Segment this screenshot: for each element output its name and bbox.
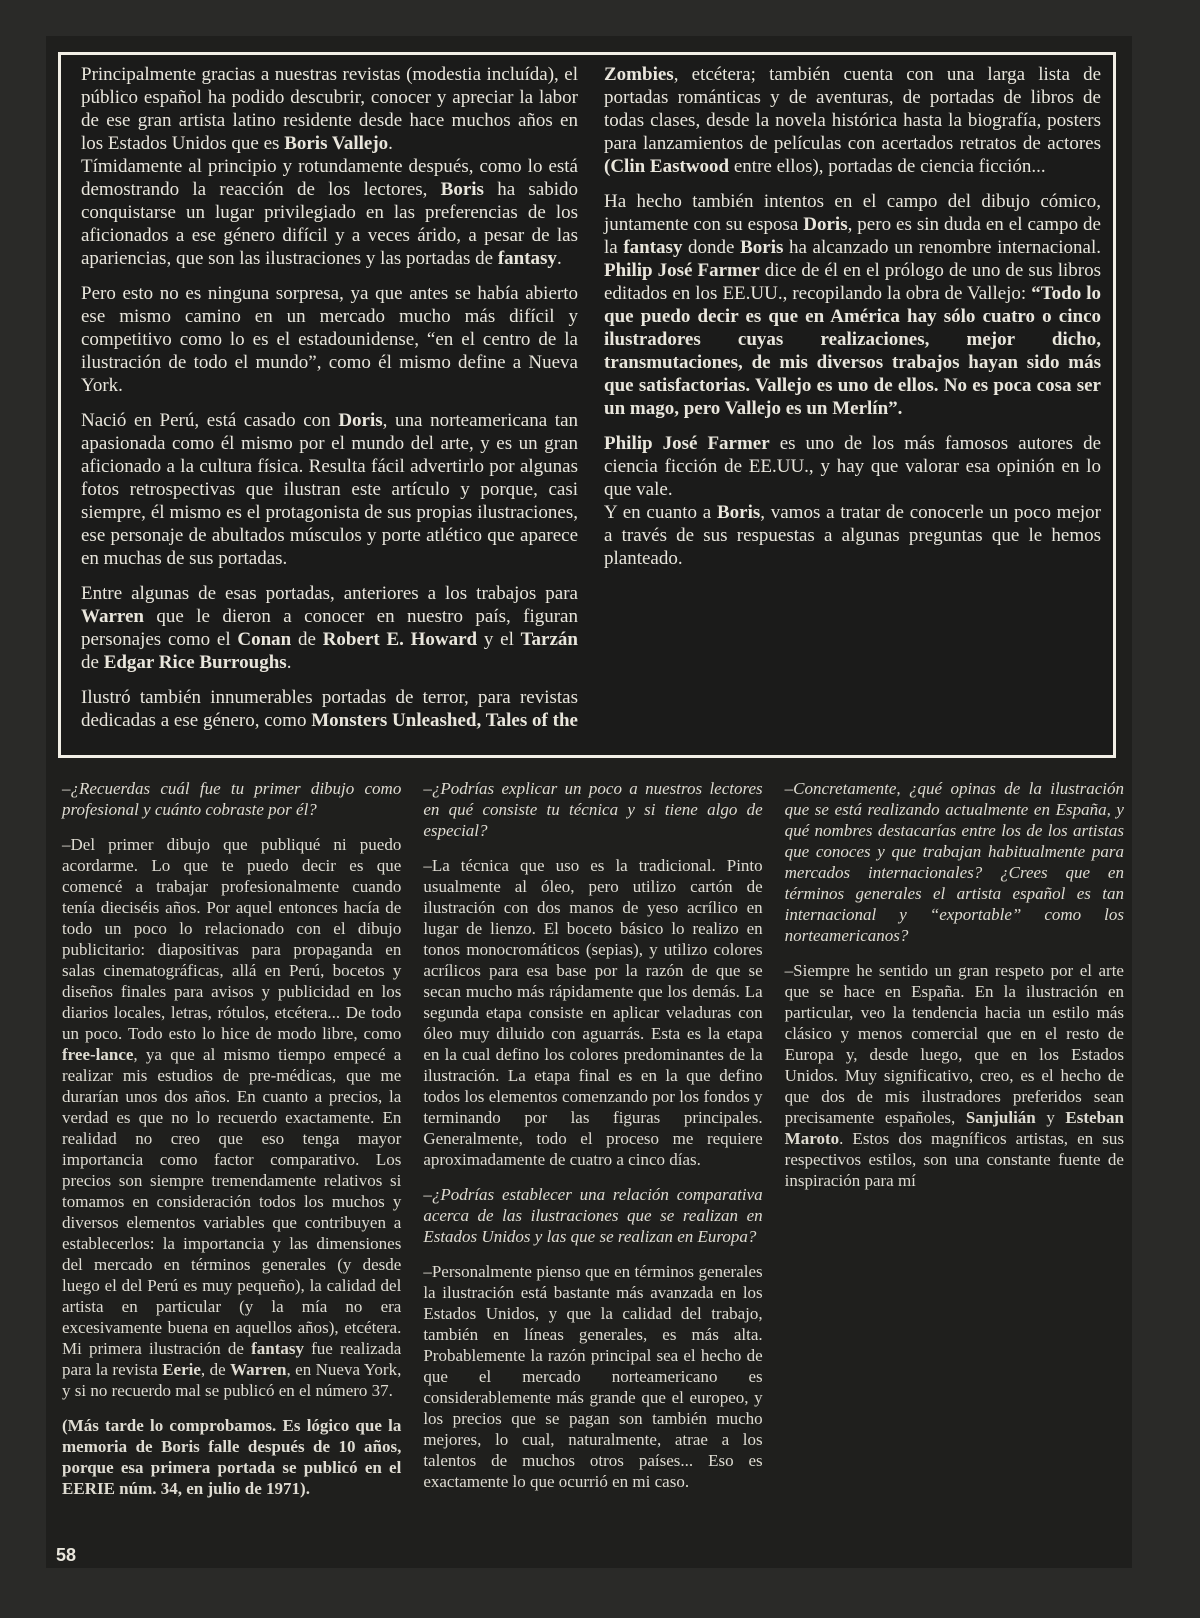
bold-name: Robert E. Howard xyxy=(322,629,478,650)
bold-term: Eerie xyxy=(162,1360,201,1379)
text: de xyxy=(81,652,104,673)
bold-name: Philip José Farmer xyxy=(604,260,760,281)
text: –Del primer dibujo que publiqué ni puedo acordarme. Lo que te puedo decir es que comencé a trabajar profesionalmente cuando tenía dieciséis años. Por aquel entonces hacía de todo un poco lo relacionado con el dibujo publicitario: diapositivas para propaganda en salas cinematográficas, allá en Perú, bocetos y diseños finales para avisos y publicidad en los diarios locales, letras, rótulos, etcétera... De todo un poco. Todo esto lo hice de modo libre, como xyxy=(62,835,402,1043)
text: Principalmente gracias a nuestras revistas (modestia incluída), el público español ha podido descubrir, conocer y apreciar la labor de ese gran artista latino residente desde hace muchos años en los Estados Unidos que es xyxy=(81,64,578,154)
text: Ha hecho también intentos en el campo del dibujo cómico, juntamente con su esposa xyxy=(604,191,1101,235)
text: fue realizada para la revista xyxy=(62,1339,402,1379)
bold-name: Boris Vallejo xyxy=(284,133,389,154)
answer-1 xyxy=(62,834,401,1401)
interview-section xyxy=(56,778,1132,1538)
text: y xyxy=(1035,1108,1066,1127)
text: Tímidamente al principio y rotundamente después, como lo está demostrando la reacción de los lectores, xyxy=(81,156,578,200)
bold-name: Doris xyxy=(338,410,383,431)
bold-term: free-lance xyxy=(62,1045,134,1064)
bold-name: Boris xyxy=(440,179,484,200)
text: y el xyxy=(477,629,521,650)
page-number: 58 xyxy=(56,1545,77,1565)
intro-columns xyxy=(81,63,1101,753)
text: –Siempre he sentido un gran respeto por el arte que se hace en España. En la ilustración en particular, veo la tendencia hacia un estilo más clásico y menos comercial que en el resto de Europa y, desde luego, que en los Estados Unidos. Muy significativo, creo, es el hecho de que dos de mis ilustradores preferidos sean precisamente españoles, xyxy=(784,961,1124,1127)
bold-name: Edgar Rice Burroughs xyxy=(103,652,287,673)
bold-term: fantasy xyxy=(251,1339,304,1358)
text: , una norteamericana tan apasionada como él mismo por el mundo del arte, y es un gran aficionado a la cultura física. Resulta fácil advertirlo por algunas fotos retrospectivas que ilustran este artículo y porque, casi siempre, él mismo es el protagonista de sus propias ilustraciones, ese personaje de abultados músculos y porte atlético que aparece en muchas de sus portadas. xyxy=(81,410,579,569)
bold-name: Boris xyxy=(716,502,761,523)
text: ha alcanzado un renombre internacional. xyxy=(783,237,1101,258)
text: de xyxy=(291,629,323,650)
bold-name: Philip José Farmer xyxy=(604,433,770,454)
answer-4 xyxy=(785,960,1124,1191)
question-1: –¿Recuerdas cuál fue tu primer dibujo como profesional y cuánto cobraste por él? xyxy=(62,779,402,819)
bold-name: Conan xyxy=(237,629,292,650)
answer-2: –La técnica que uso es la tradicional. Pinto usualmente al óleo, pero utilizo cartón de ilustración con dos manos de yeso acrílico en lugar de lienzo. El boceto básico lo realizo en tonos monocromáticos (sepias), y utilizo colores acrílicos para esa base por la razón de que se secan mucho más rápidamente que los demás. La segunda etapa consiste en aplicar veladuras con óleo muy diluido con aguarrás. Esta es la etapa en la cual defino los colores predominantes de la ilustración. La etapa final es en la que defino todos los elementos comenzando por los fondos y terminando por las figuras principales. Generalmente, todo el proceso me requiere aproximadamente de cuatro a cinco días. xyxy=(423,856,763,1169)
text: Ilustró también innumerables portadas de terror, para revistas dedicadas a ese género, como xyxy=(81,687,578,731)
editor-note: (Más tarde lo comprobamos. Es lógico que la memoria de Boris falle después de 10 años, porque esa primera portada se publicó en el EERIE núm. 34, en julio de 1971). xyxy=(62,1416,402,1498)
text: , etcétera; también cuenta con una larga lista de portadas románticas y de aventuras, de portadas de libros de todas clases, desde la novela histórica hasta la biografía, posters para lanzamientos de películas con acertados retratos de actores xyxy=(604,64,1101,154)
text: , de xyxy=(200,1360,231,1379)
question-3: –¿Podrías establecer una relación comparativa acerca de las ilustraciones que se realizan en Estados Unidos y las que se realizan en Europa? xyxy=(423,1185,763,1246)
text: . Estos dos magníficos artistas, en sus respectivos estilos, son una constante fuente de inspiración para mí xyxy=(784,1129,1124,1190)
interview-columns xyxy=(56,778,1132,1538)
intro-paragraph-8 xyxy=(604,432,1101,570)
text: , en Nueva York, y si no recuerdo mal se publicó en el número 37. xyxy=(62,1360,402,1400)
text: . xyxy=(556,248,562,269)
bold-name: (Clin Eastwood xyxy=(604,156,730,177)
text: es uno de los más famosos autores de ciencia ficción de EE.UU., y hay que valorar esa opinión en lo que vale. xyxy=(604,433,1102,500)
intro-paragraph-3: Pero esto no es ninguna sorpresa, ya que antes se había abierto ese mismo camino en un mercado mucho más difícil y competitivo como lo es el estadounidense, “en el centro de la ilustración de todo el mundo”, como él mismo define a Nueva York. xyxy=(81,283,578,396)
intro-paragraph-1 xyxy=(81,63,578,270)
bold-term: Esteban Maroto xyxy=(784,1108,1124,1148)
magazine-page xyxy=(46,36,1132,1568)
text: . xyxy=(286,652,292,673)
text: Y en cuanto a xyxy=(604,502,717,523)
intro-paragraph-4 xyxy=(81,409,578,570)
bold-term: Sanjulián xyxy=(965,1108,1036,1127)
text: Nació en Perú, está casado con xyxy=(81,410,339,431)
text: , ya que al mismo tiempo empecé a realizar mis estudios de pre-médicas, que me durarían unos dos años. En cuanto a precios, la verdad es que no lo recuerdo exactamente. En realidad no creo que eso tenga mayor importancia como factor comparativo. Los precios son siempre tremendamente relativos si tomamos en consideración todos los muchos y diversos elementos variables que contribuyen a establecerlos: la importancia y las dimensiones del mercado en términos generales (y desde luego el del Perú es muy pequeño), la calidad del artista en particular (y la mía no era excesivamente buena en aquellos años), etcétera. Mi primera ilustración de xyxy=(62,1045,402,1358)
answer-3: –Personalmente pienso que en términos generales la ilustración está bastante más avanzada en los Estados Unidos, y que la calidad del trabajo, también en líneas generales, es más alta. Probablemente la razón principal sea el hecho de que el mercado norteamericano es considerablemente más grande que el europeo, y los precios que se pagan son también mucho mejores, lo cual, naturalmente, atrae a los talentos de muchos otros países... Eso es exactamente lo que ocurrió en mi caso. xyxy=(423,1262,763,1491)
bold-term: Warren xyxy=(230,1360,287,1379)
text: entre ellos), portadas de ciencia ficción... xyxy=(729,156,1046,177)
intro-paragraph-7 xyxy=(604,190,1101,420)
question-4: –Concretamente, ¿qué opinas de la ilustración que se está realizando actualmente en España, y qué nombres destacarías entre los de los artistas que conoces y que trabajan habitualmente para mercados internacionales? ¿Crees que en términos generales el artista español es tan internacional y “exportable” como los norteamericanos? xyxy=(784,779,1124,945)
bold-name: fantasy xyxy=(623,237,683,258)
bold-name: Warren xyxy=(81,606,144,627)
bold-name: Doris xyxy=(803,214,848,235)
intro-paragraph-5 xyxy=(81,582,578,674)
intro-box xyxy=(58,52,1116,758)
text: . xyxy=(388,133,393,154)
text: donde xyxy=(682,237,741,258)
text: ha sabido conquistarse un lugar privilegiado en las preferencias de los aficionados a ese género difícil y a veces árido, a pesar de las apariencias, que son las ilustraciones y las portadas de xyxy=(81,179,578,269)
bold-name: Tarzán xyxy=(520,629,578,650)
text: que le dieron a conocer en nuestro país, figuran personajes como el xyxy=(81,606,578,650)
text: , vamos a tratar de conocerle un poco mejor a través de sus respuestas a algunas preguntas que le hemos planteado. xyxy=(604,502,1102,569)
question-2: –¿Podrías explicar un poco a nuestros lectores en qué consiste tu técnica y si tiene algo de especial? xyxy=(423,779,763,840)
bold-name: fantasy xyxy=(497,248,557,269)
bold-name: Boris xyxy=(740,237,784,258)
text: dice de él en el prólogo de uno de sus libros editados en los EE.UU., recopilando la obra de Vallejo: xyxy=(604,260,1101,304)
text: , pero es sin duda en el campo de la xyxy=(604,214,1101,258)
bold-name: Monsters Unleashed, Tales of the Zombies xyxy=(311,64,674,731)
text: Entre algunas de esas portadas, anteriores a los trabajos para xyxy=(81,583,578,604)
bold-quote: “Todo lo que puedo decir es que en América hay sólo cuatro o cinco ilustradores cuyas realizaciones, mejor dicho, transmutaciones, de mis diversos trabajos hayan sido más que satisfactorias. Vallejo es uno de ellos. No es poca cosa ser un mago, pero Vallejo es un Merlín”. xyxy=(604,283,1101,419)
